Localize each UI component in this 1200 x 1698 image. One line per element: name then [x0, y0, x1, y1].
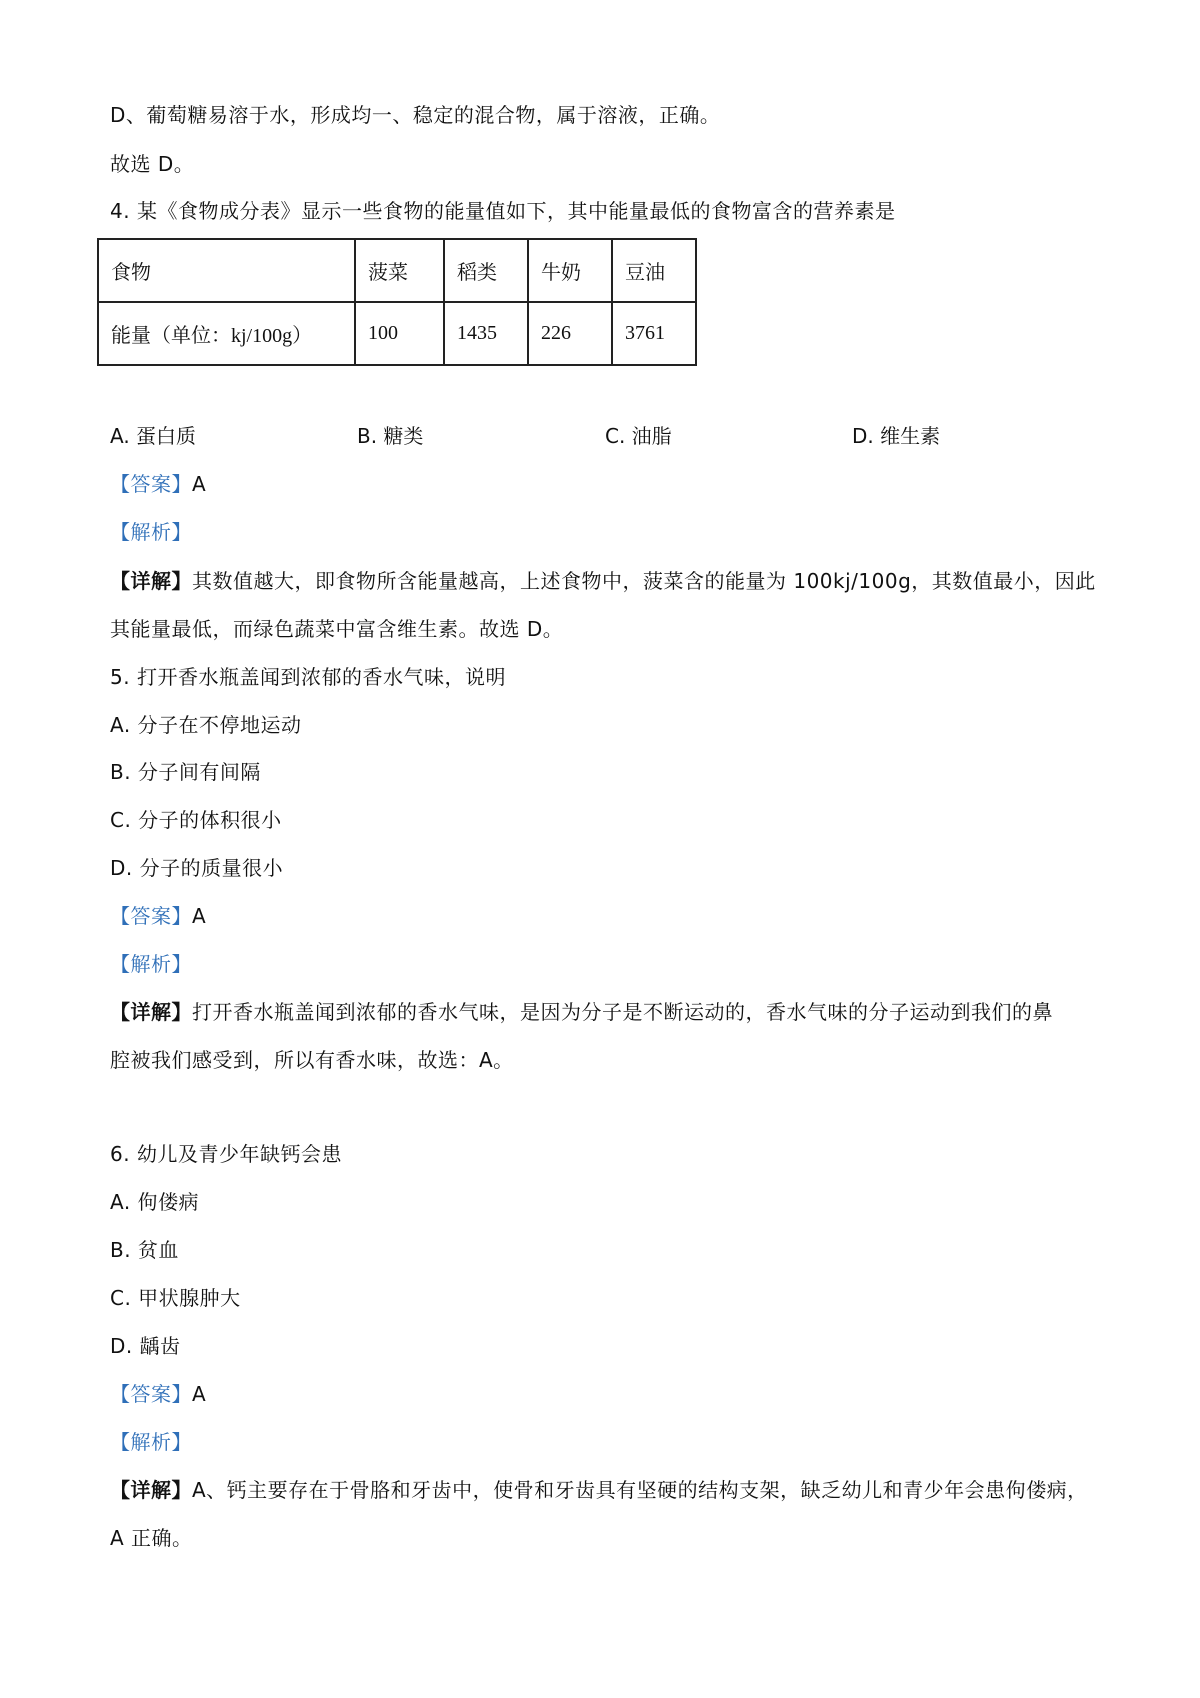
answer-value: A — [192, 1382, 207, 1406]
answer-label: 【答案】 — [110, 904, 192, 928]
detail-text: 打开香水瓶盖闻到浓郁的香水气味，是因为分子是不断运动的，香水气味的分子运动到我们的鼻 — [192, 1000, 1053, 1024]
q4-option-c: C. 油脂 — [605, 424, 672, 448]
q6-detail-line2: A 正确。 — [110, 1526, 193, 1550]
q5-option-d: D. 分子的质量很小 — [110, 856, 284, 880]
table-cell: 牛奶 — [528, 239, 612, 302]
table-cell: 豆油 — [612, 239, 696, 302]
q5-detail-line1 — [110, 997, 1053, 1027]
q6-option-b: B. 贫血 — [110, 1238, 179, 1262]
q4-analysis-label: 【解析】 — [110, 520, 192, 544]
answer-label: 【答案】 — [110, 1382, 192, 1406]
q4-option-b: B. 糖类 — [357, 424, 424, 448]
q6-detail-line1 — [110, 1475, 1088, 1505]
q4-option-d: D. 维生素 — [852, 424, 941, 448]
q6-answer — [110, 1379, 206, 1409]
table-cell: 1435 — [444, 302, 528, 365]
answer-label: 【答案】 — [110, 472, 192, 496]
q4-stem: 4. 某《食物成分表》显示一些食物的能量值如下，其中能量最低的食物富含的营养素是 — [110, 199, 896, 223]
q6-analysis-label: 【解析】 — [110, 1430, 192, 1454]
table-cell: 226 — [528, 302, 612, 365]
table-cell: 菠菜 — [355, 239, 444, 302]
q5-option-b: B. 分子间有间隔 — [110, 760, 261, 784]
q3-option-d-explanation: D、葡萄糖易溶于水，形成均一、稳定的混合物，属于溶液，正确。 — [110, 103, 721, 127]
table-row — [98, 302, 696, 365]
q5-stem: 5. 打开香水瓶盖闻到浓郁的香水气味，说明 — [110, 665, 506, 689]
detail-label: 【详解】 — [110, 1000, 192, 1024]
q4-answer — [110, 469, 206, 499]
detail-text: 其数值越大，即食物所含能量越高，上述食物中，菠菜含的能量为 100kj/100g，其数值最小，因此 — [192, 569, 1096, 593]
q4-option-a: A. 蛋白质 — [110, 424, 197, 448]
q5-option-c: C. 分子的体积很小 — [110, 808, 282, 832]
q4-detail-line2: 其能量最低，而绿色蔬菜中富含维生素。故选 D。 — [110, 617, 564, 641]
q5-analysis-label: 【解析】 — [110, 952, 192, 976]
detail-label: 【详解】 — [110, 569, 192, 593]
q5-detail-line2: 腔被我们感受到，所以有香水味，故选：A。 — [110, 1048, 514, 1072]
answer-value: A — [192, 472, 207, 496]
detail-text: A、钙主要存在于骨胳和牙齿中，使骨和牙齿具有坚硬的结构支架，缺乏幼儿和青少年会患佝偻病， — [192, 1478, 1088, 1502]
q6-option-c: C. 甲状腺肿大 — [110, 1286, 241, 1310]
q5-option-a: A. 分子在不停地运动 — [110, 713, 302, 737]
q6-option-d: D. 龋齿 — [110, 1334, 181, 1358]
answer-value: A — [192, 904, 207, 928]
food-energy-table — [97, 238, 697, 366]
q5-answer — [110, 901, 206, 931]
q6-option-a: A. 佝偻病 — [110, 1190, 200, 1214]
table-cell: 3761 — [612, 302, 696, 365]
detail-label: 【详解】 — [110, 1478, 192, 1502]
table-cell: 能量（单位：kj/100g） — [98, 302, 355, 365]
table-cell: 100 — [355, 302, 444, 365]
q4-detail-line1 — [110, 566, 1096, 596]
q3-conclusion: 故选 D。 — [110, 152, 195, 176]
table-cell: 食物 — [98, 239, 355, 302]
table-header-row — [98, 239, 696, 302]
table-cell: 稻类 — [444, 239, 528, 302]
q6-stem: 6. 幼儿及青少年缺钙会患 — [110, 1142, 342, 1166]
